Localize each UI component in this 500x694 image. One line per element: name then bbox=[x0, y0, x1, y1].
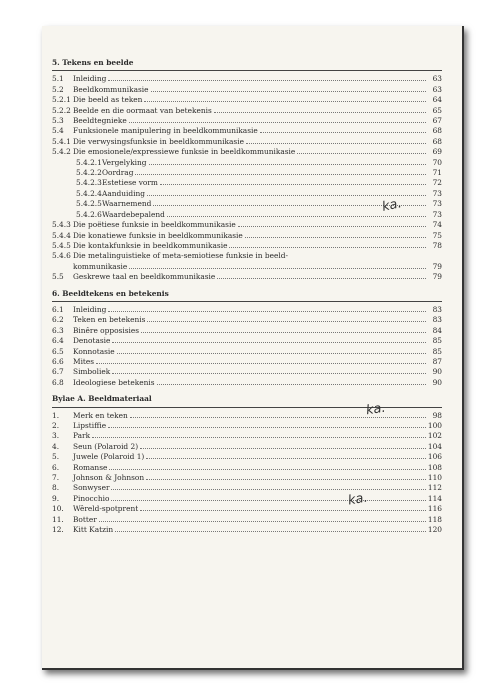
toc-entry[interactable] bbox=[52, 347, 442, 357]
dot-leader bbox=[117, 347, 426, 354]
toc-entry[interactable] bbox=[52, 220, 442, 230]
entry-label: Botter bbox=[73, 514, 97, 524]
entry-label: Wêreld-spotprent bbox=[73, 504, 139, 514]
entry-number: 6. bbox=[52, 462, 60, 472]
entry-number: 11. bbox=[52, 514, 64, 524]
toc-entry[interactable] bbox=[52, 452, 442, 462]
toc-entry[interactable] bbox=[52, 421, 442, 431]
toc-entry[interactable] bbox=[52, 494, 442, 504]
dot-leader bbox=[229, 241, 426, 248]
entry-label: Funksionele manipulering in beeldkommunikasie bbox=[73, 126, 258, 136]
entry-label: Beeldtegnieke bbox=[73, 116, 127, 126]
dot-leader bbox=[129, 262, 426, 269]
entry-label: Konnotasie bbox=[73, 346, 115, 356]
dot-leader bbox=[111, 494, 425, 501]
toc-entry[interactable] bbox=[52, 515, 442, 525]
entry-page: 74 bbox=[432, 220, 442, 230]
toc-list bbox=[52, 74, 442, 157]
entry-label: Kitt Katzin bbox=[73, 525, 114, 535]
entry-label: Die emosionele/expressiewe funksie in beeldkommunikasie bbox=[73, 147, 296, 157]
toc-entry[interactable] bbox=[52, 178, 442, 188]
entry-label: Beeldkommunikasie bbox=[73, 84, 149, 94]
entry-label: Pinocchio bbox=[73, 493, 110, 503]
entry-label: Inleiding bbox=[73, 304, 107, 314]
dot-leader bbox=[141, 326, 426, 333]
handwritten-annotation: ka. bbox=[346, 490, 369, 509]
entry-number: 10. bbox=[52, 504, 64, 514]
entry-page: 71 bbox=[432, 168, 442, 178]
entry-page: 90 bbox=[432, 377, 442, 387]
entry-number: 5.4.5 bbox=[52, 240, 71, 250]
dot-leader bbox=[115, 525, 426, 532]
dot-leader bbox=[140, 442, 426, 449]
dot-leader bbox=[108, 305, 426, 312]
entry-page: 120 bbox=[427, 525, 442, 535]
entry-number: 7. bbox=[52, 473, 60, 483]
dot-leader bbox=[112, 336, 426, 343]
entry-number: 5.4.2.3 bbox=[76, 178, 102, 188]
entry-page: 73 bbox=[432, 209, 442, 219]
entry-page: 114 bbox=[427, 493, 442, 503]
entry-page: 106 bbox=[427, 452, 442, 462]
entry-page: 83 bbox=[432, 304, 442, 314]
entry-page: 98 bbox=[432, 410, 442, 420]
toc-entry[interactable] bbox=[52, 189, 442, 199]
entry-label: Waarnemend bbox=[102, 199, 152, 209]
entry-page: 90 bbox=[432, 367, 442, 377]
dot-leader bbox=[160, 178, 426, 185]
entry-page: 100 bbox=[427, 421, 442, 430]
dot-leader bbox=[214, 106, 426, 113]
section-title: 5. Tekens en beelde bbox=[52, 58, 134, 67]
entry-number: 3. bbox=[52, 431, 60, 441]
toc-entry[interactable] bbox=[52, 137, 442, 147]
toc-entry[interactable] bbox=[52, 95, 442, 105]
dot-leader bbox=[238, 220, 426, 227]
section-title: Bylae A. Beeldmateriaal bbox=[52, 394, 152, 404]
toc-entry[interactable] bbox=[52, 74, 442, 84]
handwritten-annotation: ka. bbox=[380, 196, 403, 215]
entry-label: Johnson & Johnson bbox=[73, 473, 145, 483]
entry-label: Die konatiewe funksie in beeldkommunikasie bbox=[73, 230, 243, 240]
entry-page: 75 bbox=[432, 230, 442, 240]
toc-entry[interactable] bbox=[52, 241, 442, 251]
toc-entry[interactable] bbox=[52, 504, 442, 514]
dot-leader bbox=[297, 147, 426, 154]
entry-page: 104 bbox=[427, 441, 442, 451]
entry-label: Binêre opposisies bbox=[73, 325, 140, 335]
toc-entry[interactable] bbox=[52, 525, 442, 535]
dot-leader bbox=[147, 315, 426, 322]
entry-page: 72 bbox=[432, 178, 442, 188]
dot-leader bbox=[151, 85, 426, 92]
toc-entry[interactable] bbox=[52, 251, 442, 261]
entry-number: 6.2 bbox=[52, 315, 64, 325]
entry-page: 118 bbox=[427, 514, 442, 524]
entry-number: 5.1 bbox=[52, 74, 64, 84]
dot-leader bbox=[260, 126, 426, 133]
dot-leader bbox=[147, 189, 426, 196]
dot-leader bbox=[111, 483, 425, 490]
entry-number: 5.4.2 bbox=[52, 147, 71, 157]
entry-number: 6.7 bbox=[52, 367, 64, 377]
entry-number: 5.4.2.4 bbox=[76, 188, 102, 198]
entry-number: 6.8 bbox=[52, 377, 64, 387]
entry-page: 108 bbox=[427, 462, 442, 472]
entry-number: 6.6 bbox=[52, 356, 64, 366]
toc-entry[interactable] bbox=[52, 378, 442, 388]
toc-entry[interactable] bbox=[52, 158, 442, 168]
dot-leader bbox=[96, 357, 426, 364]
entry-label: Denotasie bbox=[73, 336, 111, 346]
entry-number: 9. bbox=[52, 493, 60, 503]
entry-label: Die metalinguistieke of meta-semiotiese funksie in beeld- bbox=[73, 251, 288, 261]
entry-label: Die kontakfunksie in beeldkommunikasie bbox=[73, 240, 228, 250]
entry-label: Sonwyser bbox=[73, 483, 110, 493]
entry-number: 5.4.2.6 bbox=[76, 209, 102, 219]
entry-label: Vergelyking bbox=[102, 157, 147, 167]
entry-page: 87 bbox=[432, 356, 442, 366]
entry-label: Waardebepalend bbox=[102, 209, 165, 219]
toc-list bbox=[52, 220, 442, 251]
toc-entry[interactable] bbox=[52, 326, 442, 336]
divider bbox=[52, 301, 442, 302]
dot-leader bbox=[245, 231, 426, 238]
entry-number: 5.4.2.2 bbox=[76, 168, 102, 178]
entry-number: 5.3 bbox=[52, 116, 64, 126]
entry-page: 84 bbox=[432, 325, 442, 335]
entry-number: 2. bbox=[52, 421, 60, 430]
toc-entry[interactable] bbox=[52, 431, 442, 441]
entry-label: Teken en betekenis bbox=[73, 315, 146, 325]
toc-entry[interactable] bbox=[52, 463, 442, 473]
entry-page: 68 bbox=[432, 126, 442, 136]
entry-number: 5.4.1 bbox=[52, 136, 71, 146]
toc-list bbox=[52, 305, 442, 388]
dot-leader bbox=[140, 504, 426, 511]
toc-entry[interactable] bbox=[52, 367, 442, 377]
toc-entry[interactable] bbox=[52, 473, 442, 483]
entry-page: 65 bbox=[432, 105, 442, 115]
entry-number: 5.4 bbox=[52, 126, 64, 136]
entry-label: Estetiese vorm bbox=[102, 178, 158, 188]
dot-leader bbox=[109, 463, 426, 470]
dot-leader bbox=[129, 116, 426, 123]
entry-page: 85 bbox=[432, 346, 442, 356]
divider bbox=[52, 70, 442, 71]
entry-number: 12. bbox=[52, 525, 64, 535]
entry-number: 5.2.2 bbox=[52, 105, 71, 115]
entry-label: Lipstiffie bbox=[73, 421, 107, 430]
entry-number: 6.5 bbox=[52, 346, 64, 356]
entry-label: Aanduiding bbox=[102, 188, 145, 198]
entry-label: Park bbox=[73, 431, 91, 441]
entry-page: 79 bbox=[432, 261, 442, 271]
entry-label: Seun (Polaroid 2) bbox=[73, 441, 139, 451]
entry-page: 68 bbox=[432, 136, 442, 146]
dot-leader bbox=[149, 158, 426, 165]
section-title: 6. Beeldtekens en betekenis bbox=[52, 288, 169, 298]
toc-entry-continuation[interactable] bbox=[52, 262, 442, 272]
toc-entry[interactable] bbox=[52, 126, 442, 136]
toc-entry[interactable] bbox=[52, 168, 442, 178]
entry-page: 73 bbox=[432, 188, 442, 198]
dot-leader bbox=[92, 431, 426, 438]
dot-leader bbox=[157, 378, 427, 385]
handwritten-annotation: ka. bbox=[365, 400, 387, 419]
entry-page: 69 bbox=[432, 147, 442, 157]
entry-number: 5.4.2.5 bbox=[76, 199, 102, 209]
dot-leader bbox=[146, 452, 426, 459]
dot-leader bbox=[217, 272, 426, 279]
entry-number: 5.2.1 bbox=[52, 95, 71, 105]
entry-page: 112 bbox=[427, 483, 442, 493]
entry-page: 110 bbox=[427, 473, 442, 483]
entry-label: Oordrag bbox=[102, 168, 134, 178]
entry-number: 6.1 bbox=[52, 304, 64, 314]
entry-label: kommunikasie bbox=[73, 261, 128, 271]
entry-number: 5. bbox=[52, 452, 60, 462]
entry-page: 63 bbox=[432, 84, 442, 94]
entry-label: Simboliek bbox=[73, 367, 111, 377]
entry-page: 73 bbox=[432, 199, 442, 209]
entry-label: Die poëtiese funksie in beeldkommunikasie bbox=[73, 220, 236, 230]
dot-leader bbox=[135, 168, 426, 175]
entry-number: 5.4.3 bbox=[52, 220, 71, 230]
entry-label: Die verwysingsfunksie in beeldkommunikasie bbox=[73, 136, 244, 146]
entry-page: 64 bbox=[432, 95, 442, 105]
toc-entry[interactable] bbox=[52, 106, 442, 116]
dot-leader bbox=[108, 421, 426, 428]
entry-number: 5.2 bbox=[52, 84, 64, 94]
toc-entry[interactable] bbox=[52, 336, 442, 346]
entry-page: 116 bbox=[427, 504, 442, 514]
dot-leader bbox=[144, 95, 426, 102]
toc-entry[interactable] bbox=[52, 483, 442, 493]
entry-page: 67 bbox=[432, 116, 442, 126]
toc-entry[interactable] bbox=[52, 85, 442, 95]
entry-page: 70 bbox=[432, 157, 442, 167]
toc-entry[interactable] bbox=[52, 231, 442, 241]
table-of-contents bbox=[52, 58, 442, 535]
toc-entry[interactable] bbox=[52, 305, 442, 315]
entry-number: 5.4.6 bbox=[52, 251, 71, 261]
toc-entry[interactable] bbox=[52, 116, 442, 126]
toc-entry[interactable] bbox=[52, 357, 442, 367]
entry-number: 5.4.2.1 bbox=[76, 157, 102, 167]
entry-page: 79 bbox=[432, 272, 442, 282]
entry-number: 6.3 bbox=[52, 325, 64, 335]
entry-label: Beelde en die oormaat van betekenis bbox=[73, 105, 212, 115]
entry-label: Merk en teken bbox=[73, 410, 128, 420]
entry-label: Inleiding bbox=[73, 74, 107, 84]
dot-leader bbox=[108, 74, 426, 81]
entry-page: 83 bbox=[432, 315, 442, 325]
entry-page: 78 bbox=[432, 240, 442, 250]
toc-list bbox=[52, 411, 442, 536]
entry-number: 5.5 bbox=[52, 272, 64, 282]
toc-entry[interactable] bbox=[52, 442, 442, 452]
entry-number: 5.4.4 bbox=[52, 230, 71, 240]
toc-entry[interactable] bbox=[52, 272, 442, 282]
dot-leader bbox=[146, 473, 426, 480]
entry-page: 63 bbox=[432, 74, 442, 84]
dot-leader bbox=[112, 367, 426, 374]
entry-label: Ideologiese betekenis bbox=[73, 377, 155, 387]
entry-number: 8. bbox=[52, 483, 60, 493]
entry-label: Romanse bbox=[73, 462, 108, 472]
entry-label: Juwele (Polaroid 1) bbox=[73, 452, 145, 462]
entry-number: 1. bbox=[52, 410, 60, 420]
dot-leader bbox=[99, 515, 426, 522]
entry-number: 6.4 bbox=[52, 336, 64, 346]
entry-label: Geskrewe taal en beeldkommunikasie bbox=[73, 272, 216, 282]
toc-entry[interactable] bbox=[52, 315, 442, 325]
entry-page: 102 bbox=[427, 431, 442, 441]
entry-label: Die beeld as teken bbox=[73, 95, 143, 105]
toc-entry[interactable] bbox=[52, 147, 442, 157]
entry-number: 4. bbox=[52, 441, 60, 451]
entry-label: Mites bbox=[73, 356, 95, 366]
entry-page: 85 bbox=[432, 336, 442, 346]
dot-leader bbox=[246, 137, 426, 144]
